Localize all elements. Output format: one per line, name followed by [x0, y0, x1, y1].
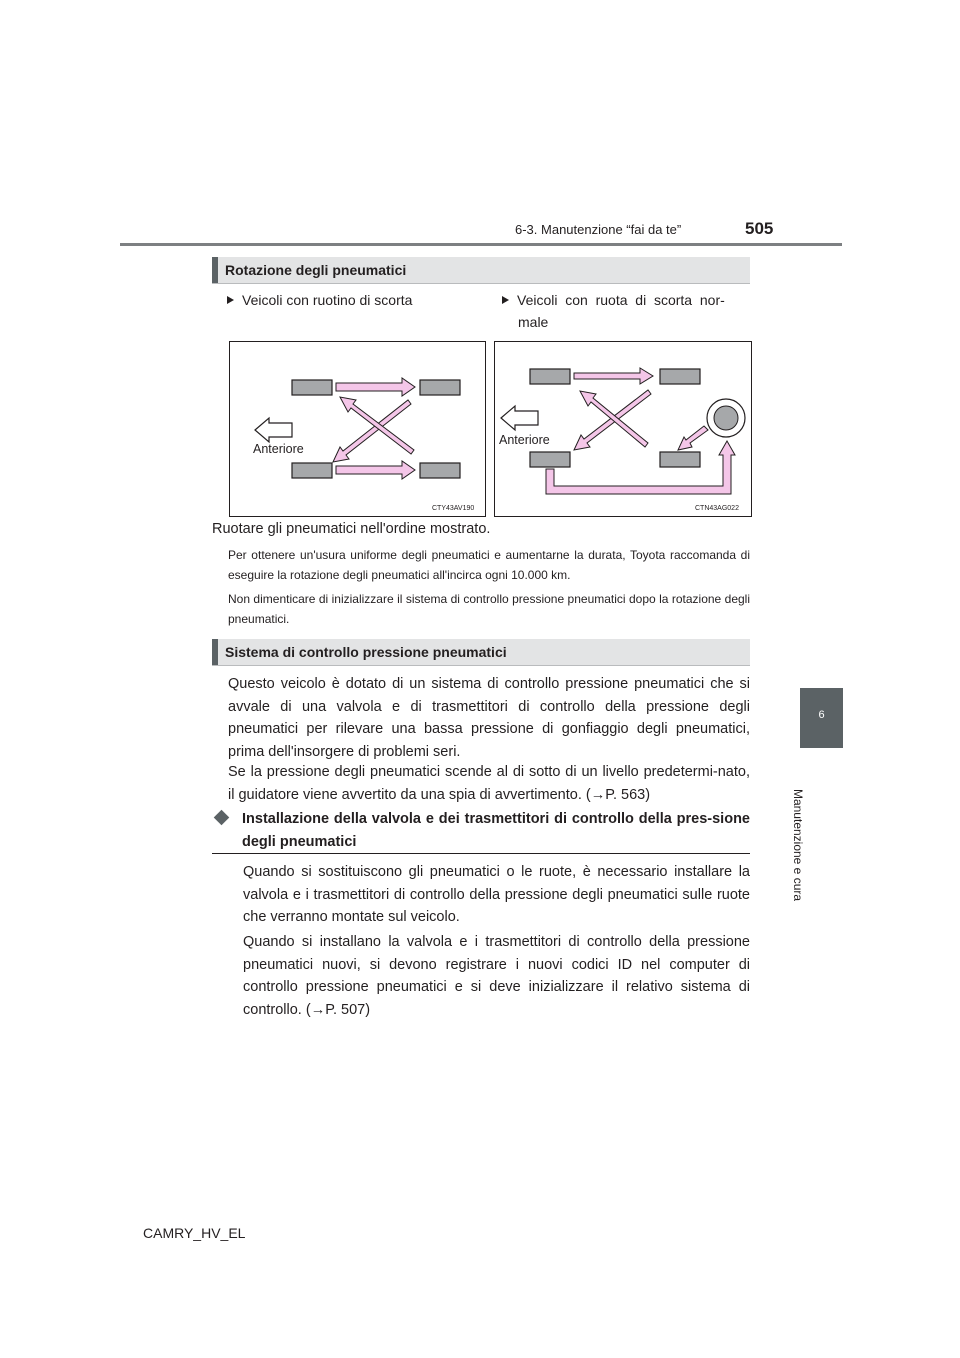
rotation-diagram-right: [495, 342, 751, 516]
triangle-bullet-icon: [502, 296, 509, 304]
arrow-rear: [336, 461, 415, 479]
subheading-text: Installazione della valvola e dei trasmettitori di controllo della pres-sione degli pneumatici: [242, 811, 750, 850]
front-direction-arrow-icon: [501, 406, 538, 430]
front-label: Anteriore: [253, 442, 304, 456]
tire-rear-right: [420, 463, 460, 478]
figure-rotation-full-spare: [494, 341, 752, 517]
front-direction-arrow-icon: [255, 418, 292, 442]
section-title: Sistema di controllo pressione pneumatici: [225, 644, 507, 660]
option-right: [502, 289, 750, 333]
triangle-bullet-icon: [227, 296, 234, 304]
header-section-title: 6-3. Manutenzione “fai da te”: [515, 222, 682, 237]
section-heading-tpms: [212, 639, 750, 666]
subheading-installation: [216, 808, 750, 854]
option-right-text-line2: male: [518, 314, 549, 330]
section-heading-rotation: [212, 257, 750, 284]
figure-code: CTN43AG022: [695, 505, 739, 512]
page-number: 505: [745, 219, 774, 238]
arrow-front: [336, 378, 415, 396]
rotation-diagram-left: [230, 342, 485, 516]
option-left: [227, 289, 412, 311]
chapter-title: Manutenzione e cura: [791, 788, 805, 902]
tpms-paragraph-2: Se la pressione degli pneumatici scende al di sotto di un livello predetermi-nato, il guidatore viene avvertito da una spia di avvertimento. (→P. 563): [228, 764, 750, 803]
tire-front-right: [660, 369, 700, 384]
tpms-paragraph-3: Quando si sostituiscono gli pneumatici o le ruote, è necessario installare la valvola e i trasmettitori di controllo della pressione degli pneumatici sulle ruote che verranno montate sul veicolo.: [243, 864, 750, 925]
figure-rotation-compact-spare: [229, 341, 486, 517]
front-label: Anteriore: [499, 433, 550, 447]
chapter-tab: 6: [800, 688, 843, 748]
arrow-spare-to-rear: [678, 426, 708, 450]
rotation-instruction: Ruotare gli pneumatici nell'ordine mostrato.: [212, 521, 491, 537]
chapter-side-label: [778, 775, 818, 915]
rotation-note-initialize: Non dimenticare di inizializzare il sistema di controllo pressione pneumatici dopo la rotazione degli pneumatici.: [228, 592, 750, 626]
option-right-text-line1: Veicoli con ruota di scorta nor-: [517, 292, 725, 308]
spare-tire-inner: [714, 406, 738, 430]
tire-rear-right: [660, 452, 700, 467]
tpms-paragraph-4: Quando si installano la valvola e i trasmettitori di controllo della pressione pneumatici nuovi, si devono registrare i nuovi codici ID nel computer di controllo pressione pneumatici e si deve inizializzare il relativo sistema di controllo. (→P. 507): [243, 934, 750, 1018]
tpms-paragraph-1: Questo veicolo è dotato di un sistema di controllo pressione pneumatici che si avvale di una valvola e di trasmettitori di controllo della pressione degli pneumatici per rilevare una bassa pressione di gonfiaggio degli pneumatici, prima dell'insorgere di problemi seri.: [228, 676, 750, 760]
rotation-note-interval: Per ottenere un'usura uniforme degli pneumatici e aumentarne la durata, Toyota raccomanda di eseguire la rotazione degli pneumatici all'incirca ogni 10.000 km.: [228, 548, 750, 582]
arrow-front: [574, 368, 653, 384]
subheading-underline: [212, 853, 750, 854]
tire-rear-left: [530, 452, 570, 467]
header-divider: [120, 243, 842, 246]
tire-front-right: [420, 380, 460, 395]
section-title: Rotazione degli pneumatici: [225, 262, 407, 278]
figure-code: CTY43AV190: [432, 505, 475, 512]
tire-rear-left: [292, 463, 332, 478]
option-left-text: Veicoli con ruotino di scorta: [242, 292, 413, 308]
model-code: CAMRY_HV_EL: [143, 1225, 246, 1241]
tire-front-left: [530, 369, 570, 384]
diamond-bullet-icon: [214, 810, 230, 826]
tire-front-left: [292, 380, 332, 395]
arrow-diagonal-to-rear: [333, 400, 411, 462]
